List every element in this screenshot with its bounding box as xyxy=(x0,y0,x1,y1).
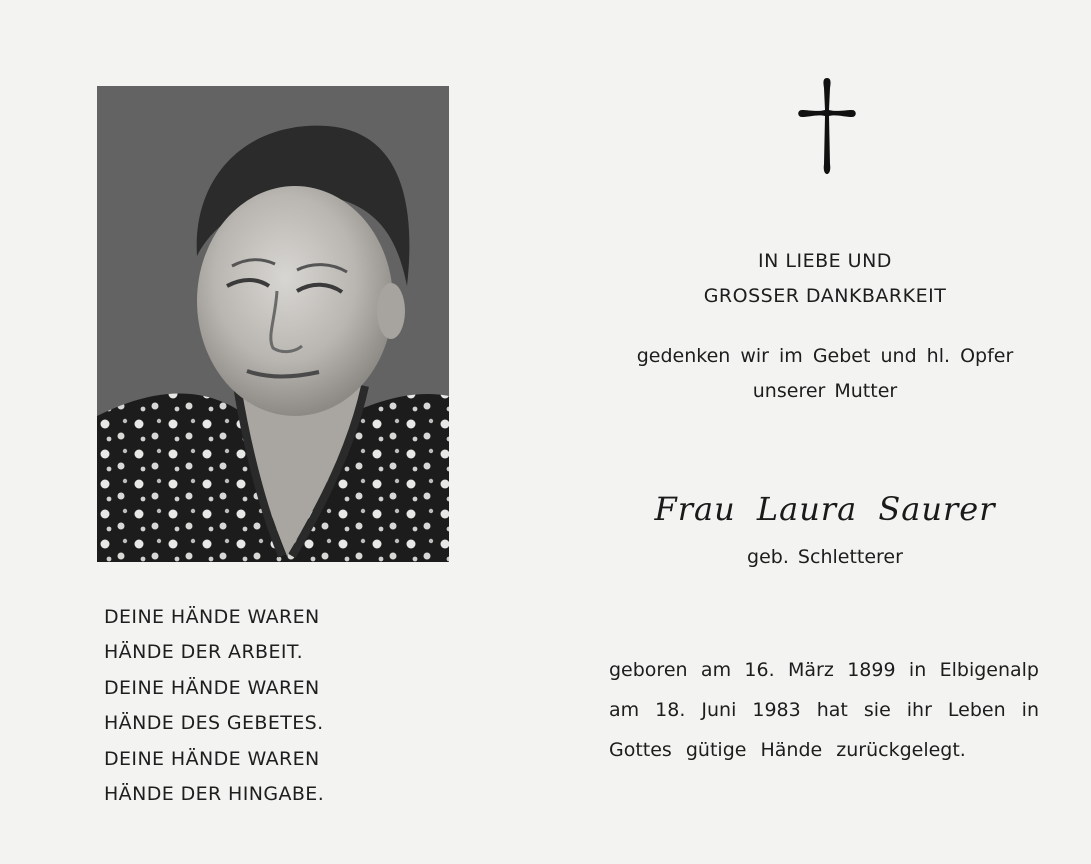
poem-line: HÄNDE DES GEBETES. xyxy=(104,712,324,735)
poem-line: HÄNDE DER ARBEIT. xyxy=(104,641,304,664)
maiden-name: geb. Schletterer xyxy=(747,546,903,568)
poem-line: DEINE HÄNDE WAREN xyxy=(104,747,320,770)
latin-cross-icon xyxy=(796,76,858,176)
life-line: Gottes gütige Hände zurückgelegt. xyxy=(609,739,966,761)
header-line-2: GROSSER DANKBARKEIT xyxy=(703,285,947,307)
poem-line: DEINE HÄNDE WAREN xyxy=(104,676,320,699)
poem-line: HÄNDE DER HINGABE. xyxy=(104,782,325,805)
portrait-image xyxy=(97,86,449,562)
life-dates xyxy=(609,650,1039,770)
life-line: geboren am 16. März 1899 in Elbigenalp xyxy=(609,659,1039,681)
poem xyxy=(104,600,444,812)
deceased-name: Frau Laura Saurer xyxy=(654,490,996,528)
header-line-1: IN LIEBE UND xyxy=(758,250,892,272)
life-line: am 18. Juni 1983 hat sie ihr Leben in xyxy=(609,699,1039,721)
portrait-photo xyxy=(97,86,449,562)
poem-line: DEINE HÄNDE WAREN xyxy=(104,606,320,628)
intro-line-2: unserer Mutter xyxy=(752,380,898,402)
intro-line-1: gedenken wir im Gebet und hl. Opfer xyxy=(636,345,1014,367)
